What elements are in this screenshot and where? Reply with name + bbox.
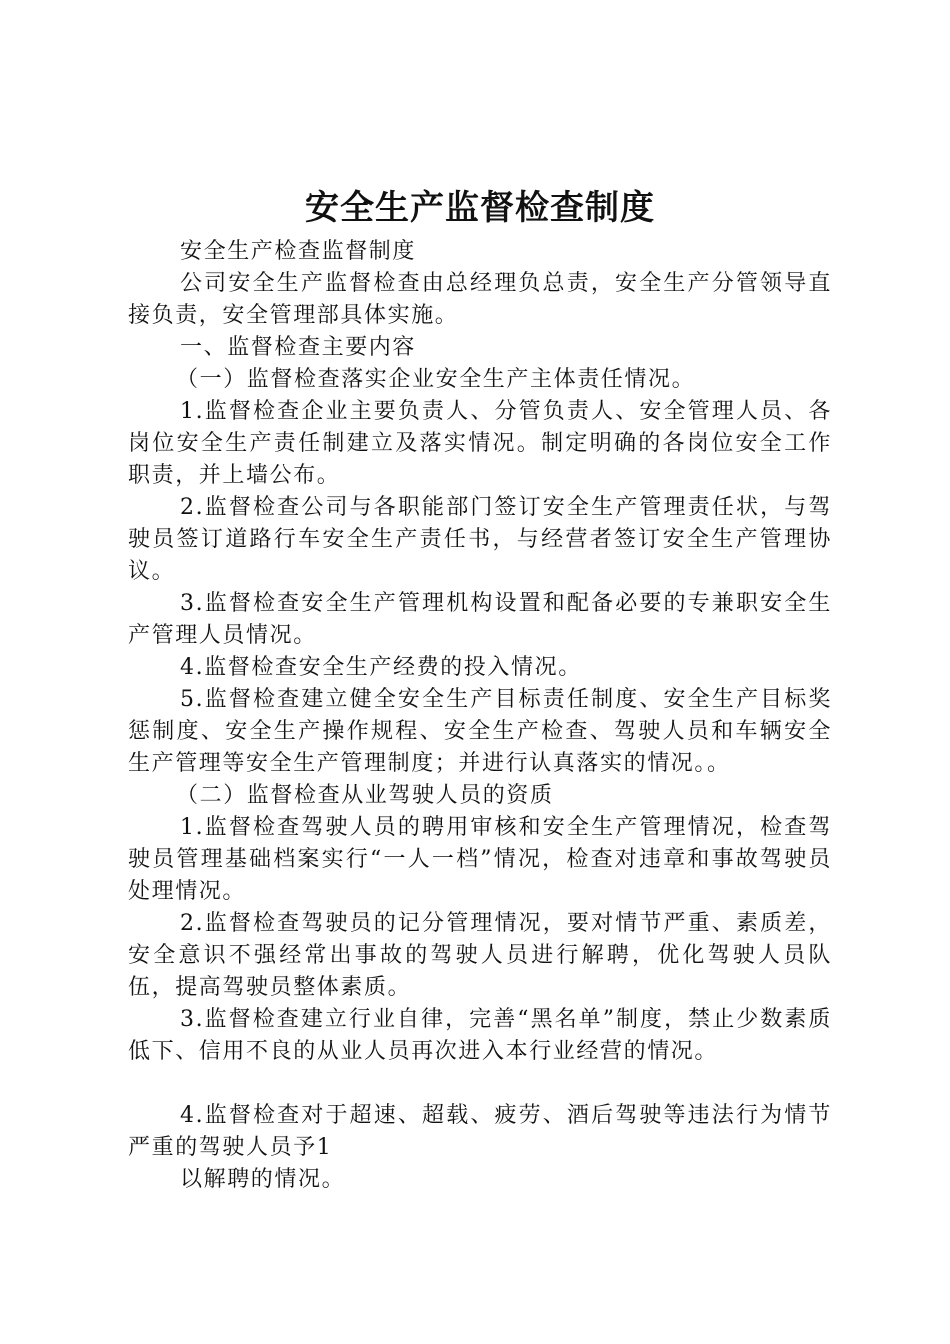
list-item-1-3: 3.监督检查安全生产管理机构设置和配备必要的专兼职安全生产管理人员情况。 bbox=[128, 591, 832, 648]
list-item-1-1: 1.监督检查企业主要负责人、分管负责人、安全管理人员、各岗位安全生产责任制建立及落实情况。制定明确的各岗位安全工作职责，并上墙公布。 bbox=[128, 399, 832, 488]
list-item-2-4-continued: 以解聘的情况。 bbox=[180, 1167, 346, 1192]
list-item-1-5: 5.监督检查建立健全安全生产目标责任制度、安全生产目标奖惩制度、安全生产操作规程、安全生产检查、驾驶人员和车辆安全生产管理等安全生产管理制度；并进行认真落实的情况。。 bbox=[128, 687, 832, 776]
section-heading-1: 一、监督检查主要内容 bbox=[180, 335, 417, 360]
subsection-heading-1: （一）监督检查落实企业安全生产主体责任情况。 bbox=[176, 367, 696, 392]
paragraph-gap bbox=[128, 1068, 832, 1100]
paragraph-subtitle: 安全生产检查监督制度 bbox=[180, 239, 417, 264]
list-item-2-4: 4.监督检查对于超速、超载、疲劳、酒后驾驶等违法行为情节严重的驾驶人员予1 bbox=[128, 1103, 832, 1160]
list-item-1-4: 4.监督检查安全生产经费的投入情况。 bbox=[180, 655, 582, 680]
paragraph-intro: 公司安全生产监督检查由总经理负总责，安全生产分管领导直接负责，安全管理部具体实施。 bbox=[128, 271, 832, 328]
list-item-2-1: 1.监督检查驾驶人员的聘用审核和安全生产管理情况，检查驾驶员管理基础档案实行“一人一档”情况，检查对违章和事故驾驶员处理情况。 bbox=[128, 815, 832, 904]
list-item-2-3: 3.监督检查建立行业自律，完善“黑名单”制度，禁止少数素质低下、信用不良的从业人员再次进入本行业经营的情况。 bbox=[128, 1007, 832, 1064]
document-title: 安全生产监督检查制度 bbox=[305, 188, 655, 228]
subsection-heading-2: （二）监督检查从业驾驶人员的资质 bbox=[176, 783, 554, 808]
list-item-2-2: 2.监督检查驾驶员的记分管理情况，要对情节严重、素质差，安全意识不强经常出事故的驾驶人员进行解聘，优化驾驶人员队伍，提高驾驶员整体素质。 bbox=[128, 911, 832, 1000]
list-item-1-2: 2.监督检查公司与各职能部门签订安全生产管理责任状，与驾驶员签订道路行车安全生产责任书，与经营者签订安全生产管理协议。 bbox=[128, 495, 832, 584]
document-page bbox=[128, 180, 832, 1196]
